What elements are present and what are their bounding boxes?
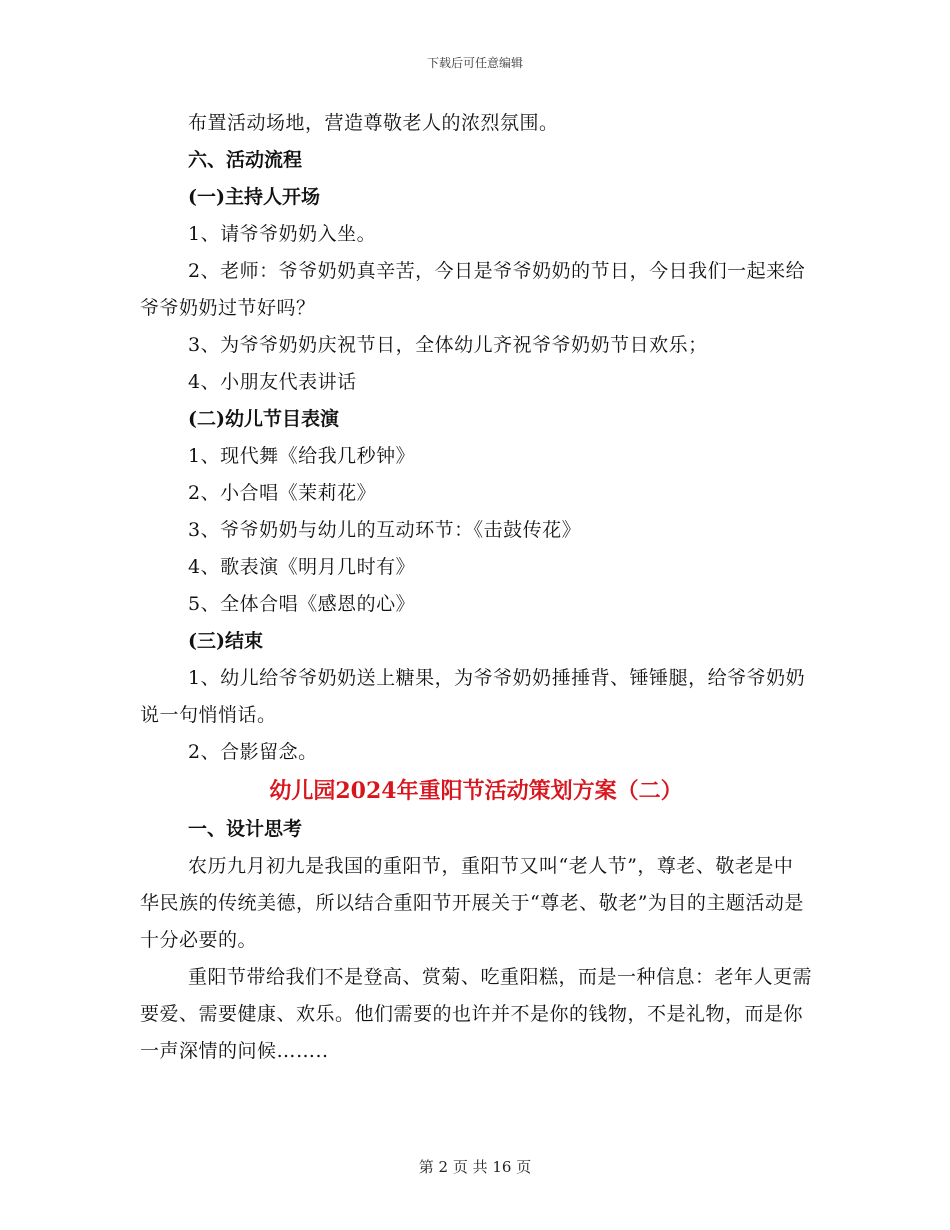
page-footer: 第 2 页 共 16 页 [418,1158,532,1176]
document-body [140,105,812,1070]
list-item: 1、现代舞《给我几秒钟》 [188,445,416,467]
list-item: 3、爷爷奶奶与幼儿的互动环节：《击鼓传花》 [188,519,582,541]
paragraph: 布置活动场地，营造尊敬老人的浓烈氛围。 [188,112,559,134]
subsection-heading: (一)主持人开场 [188,186,320,208]
document-title: 幼儿园2024年重阳节活动策划方案（二） [269,778,683,804]
list-item: 4、歌表演《明月几时有》 [188,556,416,578]
page-header: 下载后可任意编辑 [426,56,523,70]
section-heading: 一、设计思考 [188,818,303,840]
subsection-heading: (二)幼儿节目表演 [188,408,339,430]
paragraph: 农历九月初九是我国的重阳节，重阳节又叫“老人节”，尊老、敬老是中华民族的传统美德，所以结合重阳节开展关于“尊老、敬老”为目的主题活动是十分必要的。 [140,855,804,951]
list-item: 2、老师：爷爷奶奶真辛苦，今日是爷爷奶奶的节日，今日我们一起来给爷爷奶奶过节好吗？ [140,260,806,319]
paragraph: 重阳节带给我们不是登高、赏菊、吃重阳糕，而是一种信息：老年人更需要爱、需要健康、欢乐。他们需要的也许并不是你的钱物，不是礼物，而是你一声深情的问候…….. [140,966,813,1062]
list-item: 2、小合唱《茉莉花》 [188,482,377,504]
list-item: 1、幼儿给爷爷奶奶送上糖果，为爷爷奶奶捶捶背、锤锤腿，给爷爷奶奶说一句悄悄话。 [140,667,806,726]
section-heading: 六、活动流程 [188,149,303,171]
list-item: 2、合影留念。 [188,741,318,763]
subsection-heading: (三)结束 [188,630,263,652]
list-item: 3、为爷爷奶奶庆祝节日，全体幼儿齐祝爷爷奶奶节日欢乐； [188,334,708,356]
list-item: 5、全体合唱《感恩的心》 [188,593,416,615]
list-item: 1、请爷爷奶奶入坐。 [188,223,377,245]
list-item: 4、小朋友代表讲话 [188,371,357,393]
